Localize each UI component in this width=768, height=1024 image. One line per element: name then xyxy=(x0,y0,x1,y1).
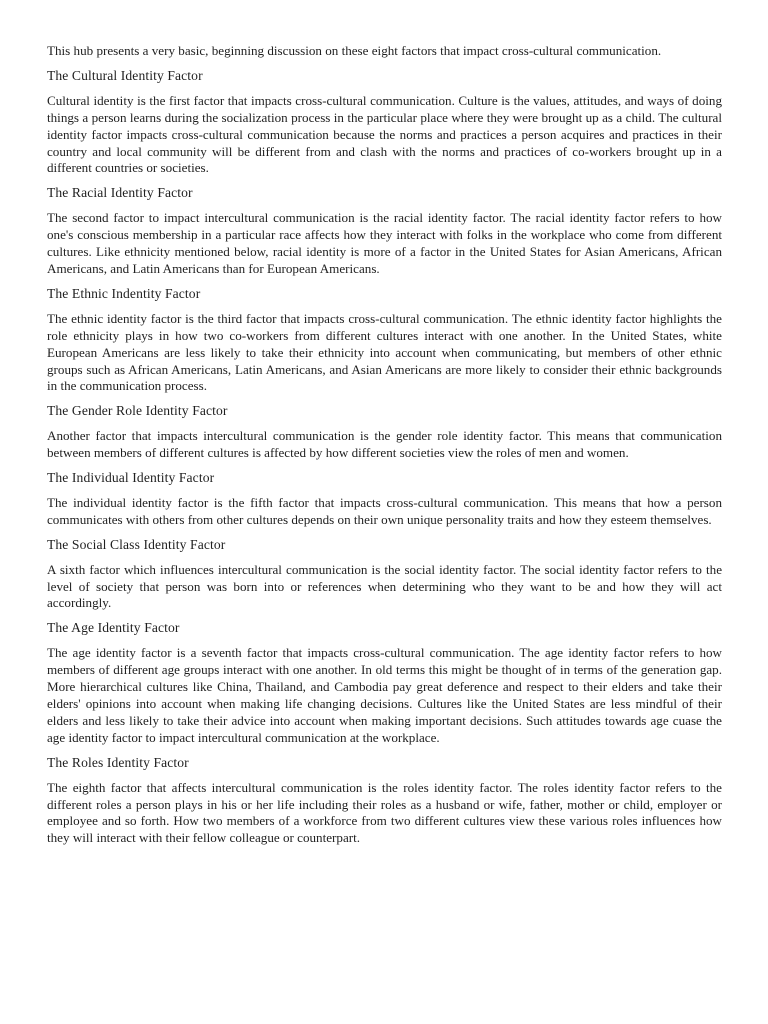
section-body-individual: The individual identity factor is the fifth factor that impacts cross-cultural communication. This means that how a person communicates with others from other cultures depends on their own unique personality traits and how they esteem themselves. xyxy=(47,494,722,527)
section-title-age: The Age Identity Factor xyxy=(47,620,180,636)
section-title-racial: The Racial Identity Factor xyxy=(47,185,193,201)
section-body-cultural: Cultural identity is the first factor that impacts cross-cultural communication. Culture is the values, attitudes, and ways of doing things a person learns during the socialization process in the particular place where they were brought up as a child. The cultural identity factor impacts cross-cultural communication because the norms and practices a person acquires and practices in their country and local community will be different from and clash with the norms and practices of co-workers brought up in a different countries or societies. xyxy=(47,92,722,176)
section-title-cultural: The Cultural Identity Factor xyxy=(47,67,203,83)
document-page xyxy=(47,43,722,855)
section-title-ethnic: The Ethnic Indentity Factor xyxy=(47,285,201,301)
section-body-racial: The second factor to impact intercultural communication is the racial identity factor. The racial identity factor refers to how one's conscious membership in a particular race affects how they interact with folks in the workplace who come from different cultures. Like ethnicity mentioned below, racial identity is more of a factor in the United States for Asian Americans, African Americans, and Latin Americans than for European Americans. xyxy=(47,210,722,276)
section-title-gender-role: The Gender Role Identity Factor xyxy=(47,403,228,419)
section-body-roles: The eighth factor that affects intercultural communication is the roles identity factor. The roles identity factor refers to the different roles a person plays in his or her life including their roles as a husband or wife, father, mother or child, employer or employee and so forth. How two members of a workforce from two different cultures view these various roles influences how they will interact with their fellow colleague or counterpart. xyxy=(47,779,722,846)
section-body-social-class: A sixth factor which influences intercultural communication is the social identity factor. The social identity factor refers to the level of society that person was born into or references when determining who they want to be and how they will act accordingly. xyxy=(47,561,722,611)
section-body-gender-role: Another factor that impacts intercultural communication is the gender role identity factor. This means that communication between members of different cultures is affected by how different societies view the roles of men and women. xyxy=(47,428,722,461)
section-body-age: The age identity factor is a seventh factor that impacts cross-cultural communication. The age identity factor refers to how members of different age groups interact with one another. In old terms this might be thought of in terms of the generation gap. More hierarchical cultures like China, Thailand, and Cambodia pay great deference and respect to their elders and take their elders' opinions into account when making life changing decisions. Cultures like the United States are less mindful of their elders and less likely to take their advice into account when making important decisions. Such attitudes towards age cuase the age identity factor to impact intercultural communication at the workplace. xyxy=(47,645,722,745)
section-title-roles: The Roles Identity Factor xyxy=(47,754,189,770)
section-title-social-class: The Social Class Identity Factor xyxy=(47,536,226,552)
intro-paragraph: This hub presents a very basic, beginning discussion on these eight factors that impact cross-cultural communication. xyxy=(47,43,662,58)
section-body-ethnic: The ethnic identity factor is the third factor that impacts cross-cultural communication. The ethnic identity factor highlights the role ethnicity plays in how two co-workers from different cultures interact with one another. In the United States, white European Americans are less likely to take their ethnicity into account when communicating, but members of other ethnic groups such as African Americans, Latin Americans, and Asian Americans are more likely to consider their ethnic backgrounds in the communication process. xyxy=(47,310,722,394)
section-title-individual: The Individual Identity Factor xyxy=(47,470,215,486)
